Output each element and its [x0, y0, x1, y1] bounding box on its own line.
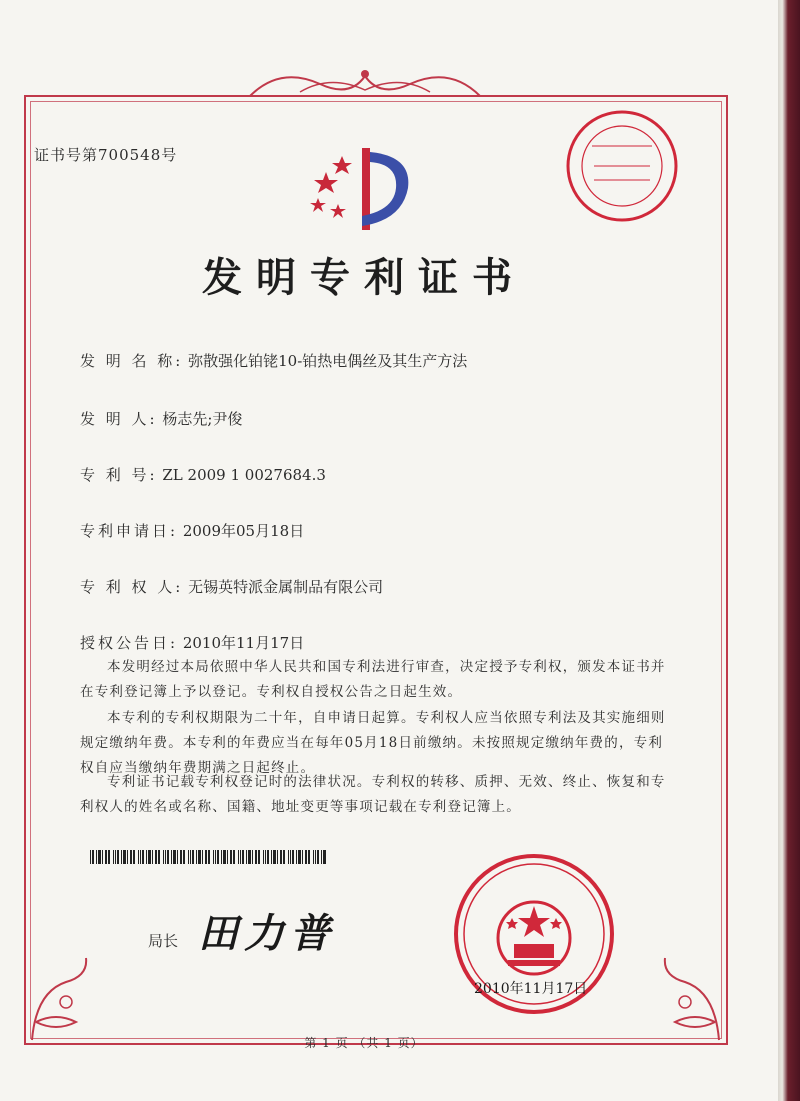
barcode-stripe [280, 850, 282, 864]
document-title: 发明专利证书 [202, 254, 526, 301]
decorative-border-inner [30, 101, 722, 1039]
barcode-stripe [171, 850, 172, 864]
barcode-stripe [117, 850, 119, 864]
issue-date: 2010年11月17日 [474, 981, 588, 997]
top-ornament-icon [240, 62, 490, 102]
barcode-stripe [221, 850, 222, 864]
barcode-stripe [227, 850, 228, 864]
field-label: 授权公告日: [80, 634, 179, 652]
certificate-number: 证书号第700548号 [34, 146, 178, 164]
barcode-stripe [113, 850, 114, 864]
barcode-stripe [127, 850, 128, 864]
barcode-stripe [155, 850, 157, 864]
field-filing-date [80, 520, 304, 541]
barcode-stripe [240, 850, 241, 864]
field-label: 专 利 权 人: [80, 578, 184, 596]
barcode-stripe [152, 850, 153, 864]
barcode-stripe [130, 850, 132, 864]
barcode-stripe [283, 850, 285, 864]
barcode-stripe [133, 850, 135, 864]
barcode-stripe [315, 850, 316, 864]
barcode-stripe [213, 850, 214, 864]
barcode-stripe [230, 850, 232, 864]
binder-spine [778, 0, 800, 1101]
barcode-stripe [317, 850, 319, 864]
field-value: 弥散强化铂铑10-铂热电偶丝及其生产方法 [188, 352, 468, 370]
barcode-stripe [252, 850, 253, 864]
barcode-stripe [308, 850, 310, 864]
director-signature: 田力普 [198, 911, 336, 957]
barcode-stripe [292, 850, 294, 864]
barcode-stripe [198, 850, 201, 864]
barcode-stripe [277, 850, 278, 864]
barcode-stripe [142, 850, 144, 864]
barcode-stripe [108, 850, 110, 864]
barcode-stripe [248, 850, 251, 864]
barcode-stripe [271, 850, 272, 864]
barcode-stripe [180, 850, 182, 864]
barcode-stripe [202, 850, 203, 864]
barcode-stripe [290, 850, 291, 864]
barcode-stripe [115, 850, 116, 864]
barcode-stripe [102, 850, 103, 864]
barcode-stripe [183, 850, 185, 864]
barcode-icon [90, 850, 330, 864]
barcode-stripe [263, 850, 264, 864]
field-label: 发 明 人: [80, 410, 158, 428]
barcode-stripe [246, 850, 247, 864]
field-invention-name [80, 350, 467, 371]
field-value: 无锡英特派金属制品有限公司 [188, 578, 384, 596]
barcode-stripe [190, 850, 191, 864]
field-label: 发 明 名 称: [80, 352, 184, 370]
field-patent-number [80, 464, 326, 485]
barcode-stripe [163, 850, 164, 864]
field-value: 2010年11月17日 [182, 634, 305, 652]
barcode-stripe [92, 850, 94, 864]
barcode-stripe [255, 850, 257, 864]
signature-title: 局长 [148, 932, 179, 950]
field-announce-date [80, 632, 304, 653]
barcode-stripe [173, 850, 176, 864]
barcode-stripe [233, 850, 235, 864]
body-paragraph: 专利证书记载专利权登记时的法律状况。专利权的转移、质押、无效、终止、恢复和专利权人的姓名或名称、国籍、地址变更等事项记载在专利登记簿上。 [80, 774, 666, 815]
body-paragraph: 本专利的专利权期限为二十年，自申请日起算。专利权人应当依照专利法及其实施细则规定缴纳年费。本专利的年费应当在每年05月18日前缴纳。未按照规定缴纳年费的，专利权自应当缴纳年费期满之日起终止。 [80, 710, 666, 776]
barcode-stripe [146, 850, 147, 864]
corner-ornament-icon [655, 952, 725, 1042]
barcode-stripe [265, 850, 266, 864]
barcode-stripe [313, 850, 314, 864]
barcode-stripe [267, 850, 269, 864]
page-number: 第 1 页 （共 1 页） [304, 1036, 424, 1050]
barcode-stripe [273, 850, 276, 864]
barcode-stripe [138, 850, 139, 864]
barcode-stripe [215, 850, 216, 864]
field-value: 杨志先;尹俊 [162, 410, 243, 428]
barcode-stripe [123, 850, 126, 864]
barcode-stripe [121, 850, 122, 864]
barcode-stripe [167, 850, 169, 864]
barcode-stripe [223, 850, 226, 864]
barcode-stripe [323, 850, 326, 864]
body-paragraph: 本发明经过本局依照中华人民共和国专利法进行审查，决定授予专利权，颁发本证书并在专利登记簿上予以登记。专利权自授权公告之日起生效。 [80, 659, 666, 700]
barcode-stripe [105, 850, 107, 864]
barcode-stripe [302, 850, 303, 864]
barcode-stripe [298, 850, 301, 864]
barcode-stripe [140, 850, 141, 864]
corner-ornament-icon [26, 952, 96, 1042]
barcode-stripe [217, 850, 219, 864]
barcode-stripe [196, 850, 197, 864]
field-inventor [80, 408, 242, 429]
barcode-stripe [165, 850, 166, 864]
barcode-stripe [158, 850, 160, 864]
barcode-stripe [238, 850, 239, 864]
tax-stamp-icon [564, 108, 680, 224]
barcode-stripe [90, 850, 91, 864]
field-label: 专 利 号: [80, 466, 158, 484]
barcode-stripe [177, 850, 178, 864]
field-label: 专利申请日: [80, 522, 179, 540]
barcode-stripe [148, 850, 151, 864]
barcode-stripe [205, 850, 207, 864]
field-value: 2009年05月18日 [182, 522, 305, 540]
barcode-stripe [321, 850, 322, 864]
barcode-stripe [188, 850, 189, 864]
barcode-stripe [296, 850, 297, 864]
patent-office-logo-icon [304, 142, 414, 232]
barcode-stripe [98, 850, 101, 864]
barcode-stripe [288, 850, 289, 864]
barcode-stripe [96, 850, 97, 864]
barcode-stripe [305, 850, 307, 864]
barcode-stripe [258, 850, 260, 864]
barcode-stripe [192, 850, 194, 864]
barcode-stripe [208, 850, 210, 864]
field-value: ZL 2009 1 0027684.3 [162, 466, 326, 484]
barcode-stripe [242, 850, 244, 864]
field-patentee [80, 576, 383, 597]
